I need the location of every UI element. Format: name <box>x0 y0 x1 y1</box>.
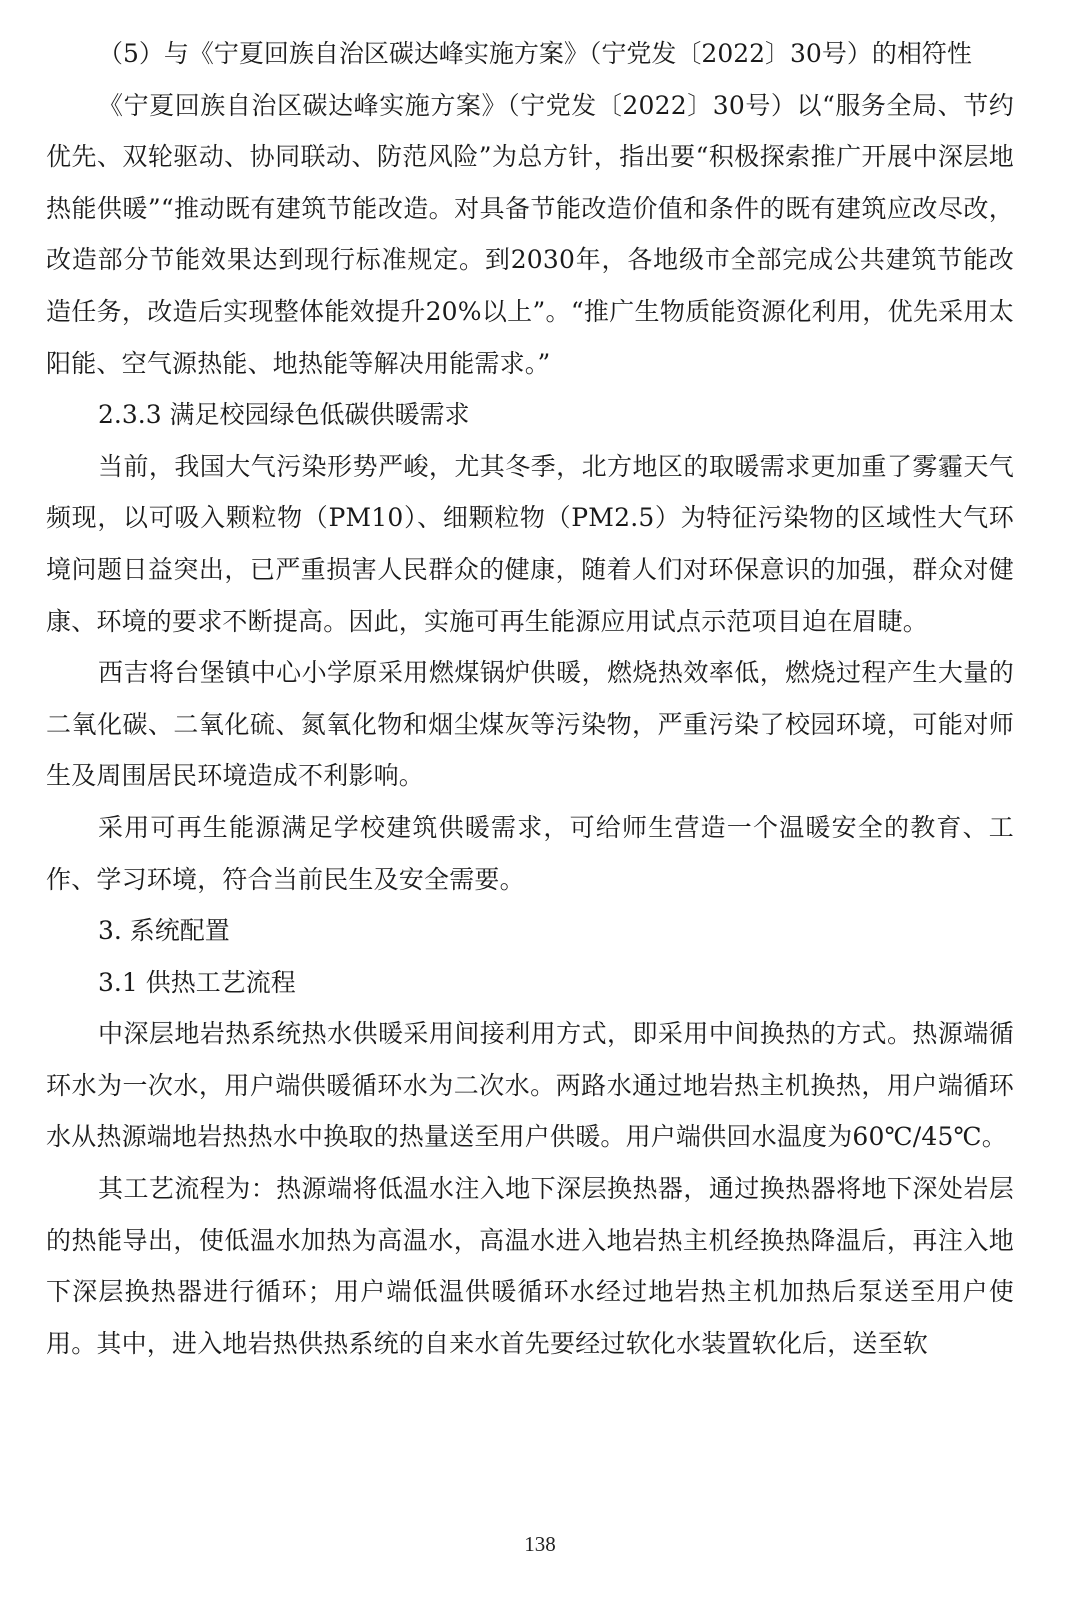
section-heading-2-3-3: 2.3.3 满足校园绿色低碳供暖需求 <box>98 400 470 430</box>
paragraph-geothermal-system: 中深层地岩热系统热水供暖采用间接利用方式，即采用中间换热的方式。热源端循环水为一次水，用户端供暖循环水为二次水。两路水通过地岩热主机换热，用户端循环水从热源端地岩热热水中换取的热量送至用户供暖。用户端供回水温度为60℃/45℃。 <box>46 1019 1014 1152</box>
section-heading-3: 3. 系统配置 <box>98 916 230 946</box>
paragraph-renewable-energy: 采用可再生能源满足学校建筑供暖需求，可给师生营造一个温暖安全的教育、工作、学习环境，符合当前民生及安全需要。 <box>46 812 1014 894</box>
section-heading-3-1: 3.1 供热工艺流程 <box>98 967 296 997</box>
paragraph-coal-boiler: 西吉将台堡镇中心小学原采用燃煤锅炉供暖，燃烧热效率低，燃烧过程产生大量的二氧化碳、二氧化硫、氮氧化物和烟尘煤灰等污染物，严重污染了校园环境，可能对师生及周围居民环境造成不利影响。 <box>46 658 1014 791</box>
paragraph-process-flow: 其工艺流程为：热源端将低温水注入地下深层换热器，通过换热器将地下深处岩层的热能导出，使低温水加热为高温水，高温水进入地岩热主机经换热降温后，再注入地下深层换热器进行循环；用户端低温供暖循环水经过地岩热主机加热后泵送至用户使用。其中，进入地岩热供热系统的自来水首先要经过软化水装置软化后，送至软 <box>46 1174 1014 1358</box>
document-body <box>46 28 1014 1369</box>
section-heading-compliance: （5）与《宁夏回族自治区碳达峰实施方案》（宁党发〔2022〕30号）的相符性 <box>98 39 972 68</box>
paragraph-air-pollution: 当前，我国大气污染形势严峻，尤其冬季，北方地区的取暖需求更加重了雾霾天气频现，以可吸入颗粒物（PM10）、细颗粒物（PM2.5）为特征污染物的区域性大气环境问题日益突出，已严重损害人民群众的健康，随着人们对环保意识的加强，群众对健康、环境的要求不断提高。因此，实施可再生能源应用试点示范项目迫在眉睫。 <box>46 451 1014 636</box>
paragraph-carbon-peak-plan: 《宁夏回族自治区碳达峰实施方案》（宁党发〔2022〕30号）以“服务全局、节约优先、双轮驱动、协同联动、防范风险”为总方针，指出要“积极探索推广开展中深层地热能供暖”“推动既有建筑节能改造。对具备节能改造价值和条件的既有建筑应改尽改，改造部分节能效果达到现行标准规定。到2030年，各地级市全部完成公共建筑节能改造任务，改造后实现整体能效提升20%以上”。“推广生物质能资源化利用，优先采用太阳能、空气源热能、地热能等解决用能需求。” <box>46 90 1014 378</box>
page-number: 138 <box>524 1532 556 1556</box>
